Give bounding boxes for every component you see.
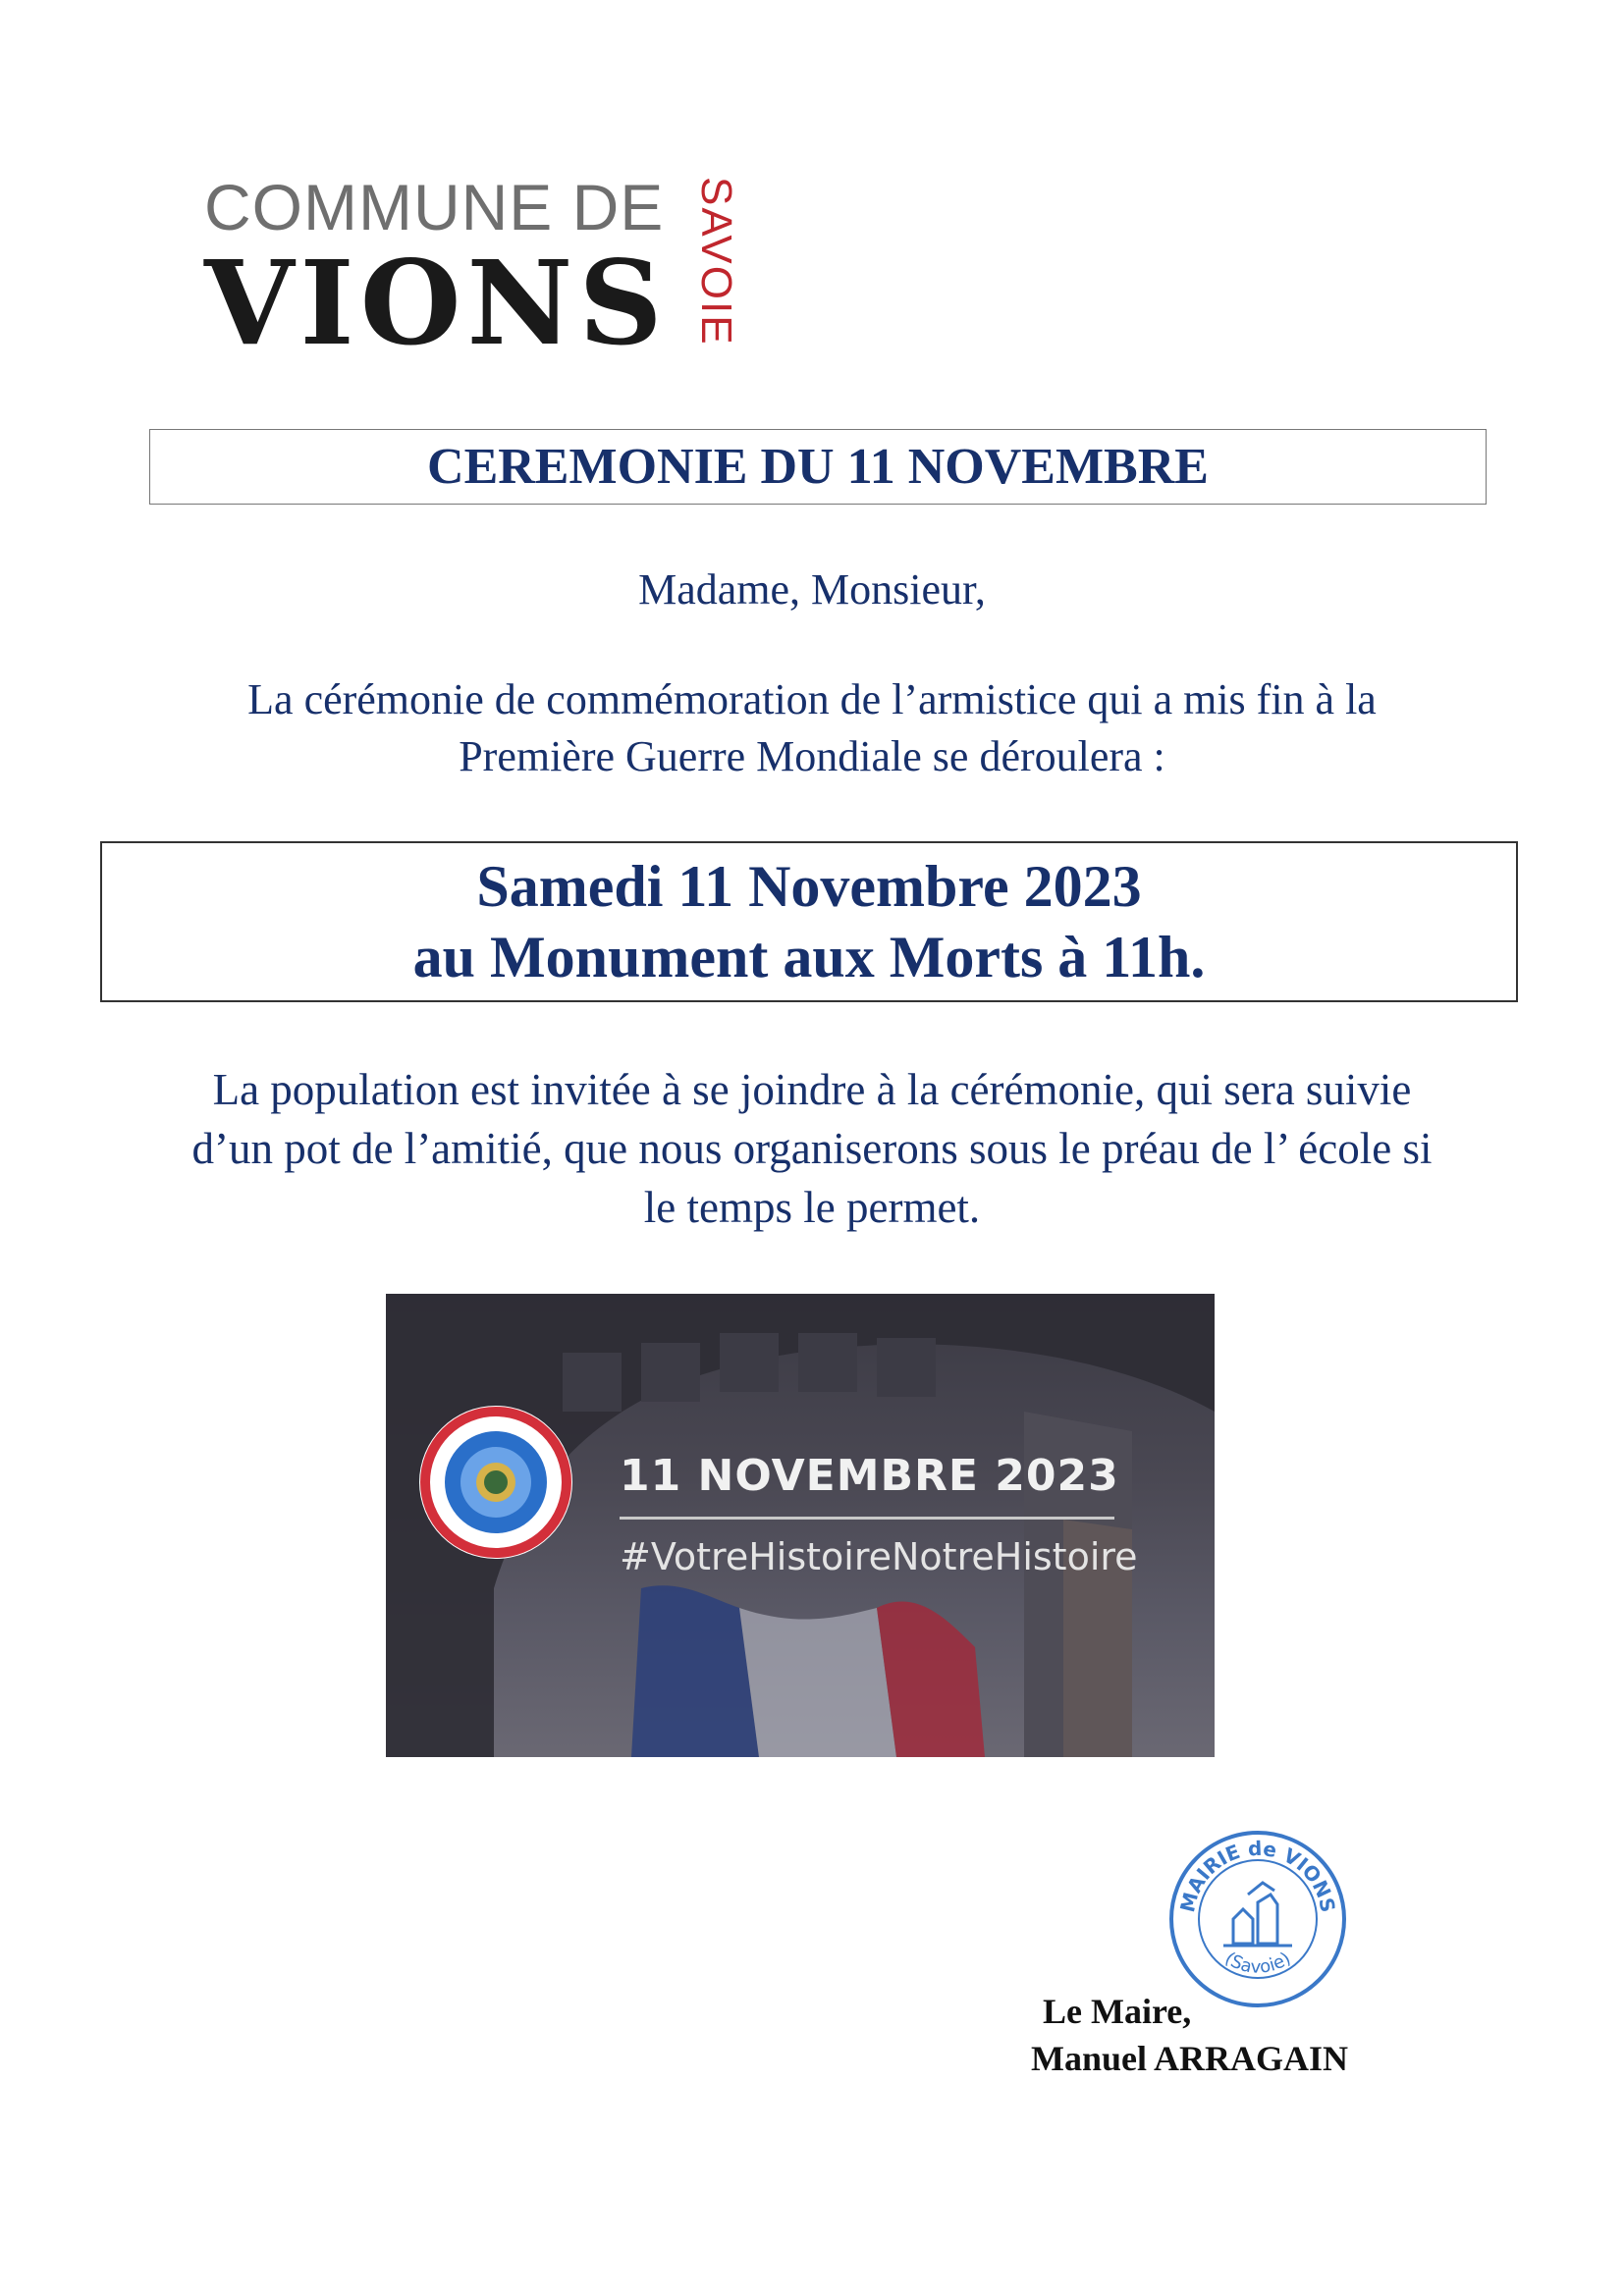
invitation-line: le temps le permet.: [643, 1183, 981, 1232]
commemoration-banner-image: [386, 1294, 1215, 1757]
svg-text:MAIRIE de VIONS: MAIRIE de VIONS: [1175, 1836, 1340, 1915]
intro-line: La cérémonie de commémoration de l’armistice qui a mis fin à la: [247, 675, 1377, 723]
logo-vions: VIONS: [204, 235, 669, 371]
greeting: Madame, Monsieur,: [638, 565, 986, 614]
event-location-time: au Monument aux Morts à 11h.: [412, 925, 1206, 989]
intro-paragraph: [98, 671, 1526, 785]
signature-role: Le Maire,: [1043, 1992, 1192, 2031]
page-title: CEREMONIE DU 11 NOVEMBRE: [427, 439, 1209, 495]
commune-logo: [204, 171, 754, 371]
stamp-seal-icon: [1164, 1826, 1351, 2012]
signature-name: Manuel ARRAGAIN: [1031, 2039, 1349, 2078]
svg-text:(Savoie): (Savoie): [1220, 1948, 1295, 1978]
banner-divider: [620, 1517, 1114, 1520]
banner-hashtag: #VotreHistoireNotreHistoire: [620, 1535, 1138, 1578]
banner-title: 11 NOVEMBRE 2023: [620, 1451, 1119, 1501]
mairie-stamp: [1164, 1826, 1351, 2012]
event-date: Samedi 11 Novembre 2023: [476, 854, 1142, 919]
invitation-line: La population est invitée à se joindre à la cérémonie, qui sera suivie: [212, 1065, 1412, 1114]
intro-line: Première Guerre Mondiale se déroulera :: [459, 732, 1165, 780]
invitation-line: d’un pot de l’amitié, que nous organiserons sous le préau de l’ école si: [191, 1124, 1433, 1173]
event-box: [100, 841, 1518, 1002]
logo-commune-de: COMMUNE DE: [204, 171, 665, 243]
logo-savoie: SAVOIE: [692, 177, 740, 347]
badge-icon: [419, 1406, 572, 1559]
arch-flag-background: [386, 1294, 1215, 1757]
signature-block: [1031, 1988, 1348, 2082]
title-box: [149, 429, 1487, 505]
invitation-paragraph: [98, 1060, 1526, 1237]
